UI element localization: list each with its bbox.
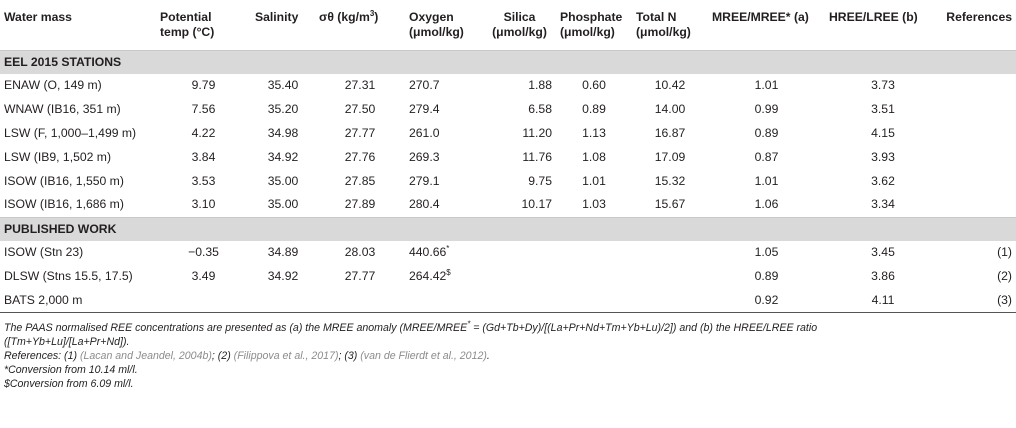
cell-oxygen: 279.4 <box>409 102 440 117</box>
cell-total-n <box>632 288 708 312</box>
cell-silica: 10.17 <box>521 197 552 212</box>
cell-references <box>941 122 1016 146</box>
cell-potential-temp: 3.84 <box>191 149 216 164</box>
cell-total-n: 15.67 <box>654 197 686 212</box>
cell-total-n: 17.09 <box>654 149 686 164</box>
cell-salinity: 34.98 <box>267 125 299 140</box>
cell-salinity <box>251 288 315 312</box>
header-sigma: σθ $(kg/m^3)$ <box>319 8 379 24</box>
oxygen-footnote-mark: * <box>446 244 450 254</box>
cell-water-mass: ISOW (IB16, 1,550 m) <box>4 173 124 188</box>
header-potential-temp: Potential temp (°C) <box>160 10 215 39</box>
cell-phosphate <box>556 265 632 289</box>
cell-water-mass: LSW (F, 1,000–1,499 m) <box>4 125 137 140</box>
cell-water-mass: ISOW (Stn 23) <box>4 245 84 260</box>
cell-potential-temp <box>156 288 251 312</box>
footnote-normalisation: The PAAS normalised REE concentrations are presented as (a) the MREE anomaly (MREE/MREE* = (Gd+Tb+Dy)/[(La+Pr+Nd+Tm+Yb+Lu)/2]) and (b) the HREE/LREE ratio ([Tm+Yb+Lu]/[La+Pr+Nd]). <box>4 319 818 349</box>
cell-references: (1) <box>997 245 1012 260</box>
cell-oxygen <box>405 241 483 265</box>
cell-oxygen: 270.7 <box>409 78 440 93</box>
cell-oxygen: 261.0 <box>409 125 440 140</box>
cell-sigma: 27.77 <box>344 125 376 140</box>
table-row <box>0 288 1016 312</box>
cell-phosphate <box>556 241 632 265</box>
section-row-eel <box>0 51 1016 75</box>
cell-oxygen: 269.3 <box>409 149 440 164</box>
cell-sigma: 27.77 <box>344 268 376 283</box>
cell-salinity: 34.92 <box>267 149 299 164</box>
oxygen-value: 264.42 <box>409 268 447 283</box>
cell-potential-temp: 9.79 <box>191 78 216 93</box>
header-silica: Silica (μmol/kg) <box>492 10 547 39</box>
cell-salinity: 35.00 <box>267 197 299 212</box>
cell-water-mass: ENAW (O, 149 m) <box>4 78 102 93</box>
cell-total-n: 15.32 <box>654 173 686 188</box>
cell-references <box>941 193 1016 217</box>
cell-salinity: 34.89 <box>267 245 299 260</box>
header-hree: HREE/LREE (b) <box>829 10 918 24</box>
table-row <box>0 193 1016 217</box>
cell-references <box>941 145 1016 169</box>
table-row <box>0 98 1016 122</box>
cell-silica: 11.76 <box>522 149 552 164</box>
cell-phosphate: 1.01 <box>582 173 606 188</box>
cell-sigma: 27.89 <box>344 197 376 212</box>
cell-oxygen <box>405 288 483 312</box>
footnote-conversion-2: $Conversion from 6.09 ml/l. <box>4 378 134 391</box>
header-row <box>0 0 1016 51</box>
cell-silica: 9.75 <box>528 173 552 188</box>
cell-hree: 3.62 <box>871 173 895 188</box>
cell-potential-temp: −0.35 <box>188 245 219 260</box>
cell-sigma: 27.50 <box>344 102 376 117</box>
cell-water-mass: WNAW (IB16, 351 m) <box>4 102 121 117</box>
cell-total-n: 14.00 <box>654 102 686 117</box>
cell-water-mass: LSW (IB9, 1,502 m) <box>4 149 112 164</box>
cell-hree: 3.86 <box>871 268 895 283</box>
cell-sigma: 27.85 <box>344 173 376 188</box>
cell-references: (3) <box>941 288 1016 312</box>
cell-silica: 11.20 <box>522 125 552 140</box>
reference-link-3[interactable]: (van de Flierdt et al., 2012) <box>360 350 487 363</box>
header-total-n: Total N (μmol/kg) <box>636 10 691 39</box>
cell-potential-temp: 3.10 <box>191 197 216 212</box>
table-footnotes <box>0 321 1016 391</box>
cell-oxygen: 280.4 <box>409 197 440 212</box>
cell-sigma: 28.03 <box>344 245 376 260</box>
cell-oxygen: 279.1 <box>409 173 440 188</box>
section-label: EEL 2015 STATIONS <box>0 51 1016 75</box>
cell-mree: 0.99 <box>754 102 779 117</box>
table-row <box>0 145 1016 169</box>
cell-total-n: 16.87 <box>654 125 686 140</box>
cell-hree: 3.51 <box>871 102 895 117</box>
cell-silica <box>483 241 556 265</box>
header-references: References <box>946 10 1012 24</box>
cell-potential-temp: 7.56 <box>191 102 216 117</box>
reference-link-2[interactable]: (Filippova et al., 2017) <box>233 350 339 363</box>
cell-salinity: 35.40 <box>267 78 299 93</box>
cell-references <box>941 98 1016 122</box>
cell-silica <box>483 288 556 312</box>
cell-silica <box>483 265 556 289</box>
cell-hree: 3.34 <box>871 197 895 212</box>
cell-water-mass: BATS 2,000 m <box>0 288 156 312</box>
cell-sigma: 27.31 <box>344 78 376 93</box>
cell-hree: 4.11 <box>825 288 941 312</box>
cell-salinity: 35.00 <box>267 173 299 188</box>
table-row <box>0 122 1016 146</box>
cell-salinity: 35.20 <box>267 102 299 117</box>
cell-potential-temp: 4.22 <box>191 125 216 140</box>
cell-water-mass: DLSW (Stns 15.5, 17.5) <box>4 268 133 283</box>
cell-total-n <box>632 241 708 265</box>
table-row <box>0 169 1016 193</box>
section-label: PUBLISHED WORK <box>0 217 1016 241</box>
cell-mree: 1.01 <box>754 173 779 188</box>
table-row <box>0 241 1016 265</box>
header-salinity: Salinity <box>255 10 299 24</box>
cell-mree: 1.01 <box>754 78 779 93</box>
cell-mree: 0.92 <box>708 288 825 312</box>
table-row <box>0 265 1016 289</box>
cell-total-n <box>632 265 708 289</box>
footnote-references: References: (1) (Lacan and Jeandel, 2004b); (2) (Filippova et al., 2017); (3) (van de Flierdt et al., 2012). <box>4 350 490 363</box>
cell-phosphate <box>556 288 632 312</box>
cell-phosphate: 0.89 <box>582 102 606 117</box>
table-row <box>0 74 1016 98</box>
header-phosphate: Phosphate (μmol/kg) <box>560 10 623 39</box>
cell-total-n: 10.42 <box>654 78 686 93</box>
cell-references <box>941 169 1016 193</box>
cell-mree: 0.87 <box>754 149 779 164</box>
cell-hree: 3.45 <box>871 245 895 260</box>
cell-hree: 3.73 <box>871 78 895 93</box>
cell-mree: 0.89 <box>754 268 779 283</box>
cell-potential-temp: 3.53 <box>191 173 216 188</box>
footnote-conversion-1: *Conversion from 10.14 ml/l. <box>4 364 138 377</box>
cell-salinity: 34.92 <box>267 268 299 283</box>
cell-mree: 1.06 <box>754 197 779 212</box>
reference-link-1[interactable]: (Lacan and Jeandel, 2004b) <box>79 350 212 363</box>
cell-references <box>941 74 1016 98</box>
header-oxygen: Oxygen (μmol/kg) <box>409 10 464 39</box>
cell-oxygen <box>405 265 483 289</box>
oxygen-value: 440.66 <box>409 245 447 260</box>
header-mree: MREE/MREE* (a) <box>712 10 809 24</box>
cell-phosphate: 0.60 <box>582 78 606 93</box>
cell-water-mass: ISOW (IB16, 1,686 m) <box>4 197 124 212</box>
cell-potential-temp: 3.49 <box>191 268 216 283</box>
cell-hree: 3.93 <box>871 149 895 164</box>
cell-hree: 4.15 <box>871 125 895 140</box>
cell-mree: 0.89 <box>754 125 779 140</box>
oxygen-footnote-mark: $ <box>446 267 451 277</box>
cell-mree: 1.05 <box>754 245 779 260</box>
cell-phosphate: 1.03 <box>582 197 606 212</box>
cell-sigma <box>315 288 405 312</box>
cell-phosphate: 1.13 <box>582 125 606 140</box>
header-water-mass: Water mass <box>4 10 72 24</box>
section-row-published <box>0 217 1016 241</box>
cell-sigma: 27.76 <box>344 149 376 164</box>
cell-silica: 1.88 <box>528 78 552 93</box>
cell-silica: 6.58 <box>528 102 552 117</box>
cell-references: (2) <box>997 268 1012 283</box>
cell-phosphate: 1.08 <box>582 149 606 164</box>
